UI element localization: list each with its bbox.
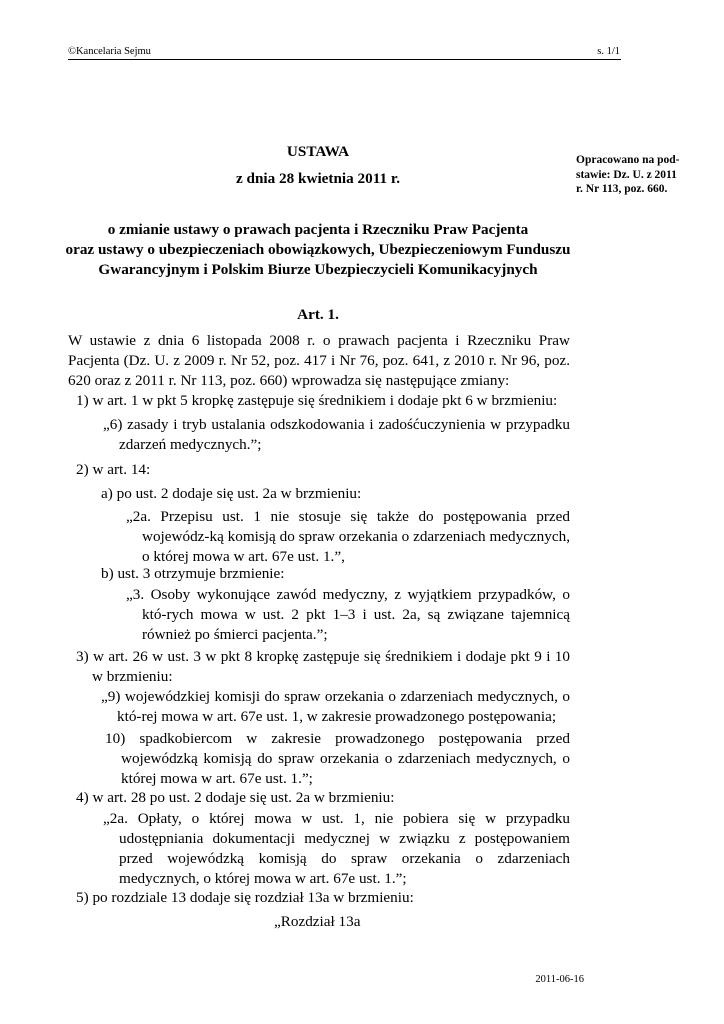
footer-date: 2011-06-16	[535, 974, 584, 985]
act-subject-line: oraz ustawy o ubezpieczeniach obowiązkowych, Ubezpieczeniowym Funduszu	[65, 241, 571, 258]
article-heading: Art. 1.	[297, 306, 339, 323]
point-4: 4) w art. 28 po ust. 2 dodaje się ust. 2a w brzmieniu:	[76, 789, 395, 806]
point-2a-quote: „2a. Przepisu ust. 1 nie stosuje się także do postępowania przed wojewódz-ką komisją do spraw orzekania o zdarzeniach medycznych, o której mowa w art. 67e ust. 1.”,	[126, 508, 570, 565]
source-note	[576, 153, 696, 197]
source-note-line: Opracowano na pod-	[576, 154, 680, 166]
source-note-line: r. Nr 113, poz. 660.	[576, 183, 668, 195]
point-4-quote: „2a. Opłaty, o której mowa w ust. 1, nie pobiera się w przypadku udostępniania dokumentacji medycznej w związku z postępowaniem przed wojewódzką komisją do spraw orzekania o zdarzeniach medycznych, o której mowa w art. 67e ust. 1.”;	[103, 810, 570, 887]
header-page-number: s. 1/1	[597, 46, 620, 57]
source-note-line: stawie: Dz. U. z 2011	[576, 168, 677, 181]
act-subject-line: o zmianie ustawy o prawach pacjenta i Rzeczniku Praw Pacjenta	[107, 221, 529, 238]
header-source: ©Kancelaria Sejmu	[68, 46, 151, 57]
header-rule	[68, 59, 621, 60]
point-3: 3) w art. 26 w ust. 3 w pkt 8 kropkę zastępuje się średnikiem i dodaje pkt 9 i 10 w brzmieniu:	[76, 648, 570, 685]
point-3-quote-10: 10) spadkobiercom w zakresie prowadzonego postępowania przed wojewódzką komisją do spraw orzekania o zdarzeniach medycznych, o której mowa w art. 67e ust. 1.”;	[105, 730, 570, 787]
act-date: z dnia 28 kwietnia 2011 r.	[236, 170, 400, 187]
point-5: 5) po rozdziale 13 dodaje się rozdział 13a w brzmieniu:	[76, 889, 414, 906]
point-1: 1) w art. 1 w pkt 5 kropkę zastępuje się średnikiem i dodaje pkt 6 w brzmieniu:	[76, 392, 558, 409]
act-subject	[38, 220, 598, 280]
article-intro: W ustawie z dnia 6 listopada 2008 r. o prawach pacjenta i Rzeczniku Praw Pacjenta (Dz. U. z 2009 r. Nr 52, poz. 417 i Nr 76, poz. 641, z 2010 r. Nr 96, poz. 620 oraz z 2011 r. Nr 113, poz. 660) wprowadza się następujące zmiany:	[68, 332, 570, 389]
point-2b-quote: „3. Osoby wykonujące zawód medyczny, z wyjątkiem przypadków, o któ-rych mowa w ust. 2 pkt 1–3 i ust. 2a, są związane tajemnicą również po śmierci pacjenta.”;	[126, 586, 570, 643]
act-type-title: USTAWA	[286, 143, 350, 160]
point-2b: b) ust. 3 otrzymuje brzmienie:	[101, 565, 285, 582]
point-2a: a) po ust. 2 dodaje się ust. 2a w brzmieniu:	[101, 485, 362, 502]
point-1-quote: „6) zasady i tryb ustalania odszkodowania i zadośćuczynienia w przypadku zdarzeń medycznych.”;	[103, 416, 570, 453]
point-5-quote: „Rozdział 13a	[274, 913, 361, 930]
point-2: 2) w art. 14:	[76, 461, 151, 478]
act-subject-line: Gwarancyjnym i Polskim Biurze Ubezpieczycieli Komunikacyjnych	[98, 261, 538, 278]
point-3-quote-9: „9) wojewódzkiej komisji do spraw orzekania o zdarzeniach medycznych, o któ-rej mowa w art. 67e ust. 1, w zakresie prowadzonego postępowania;	[101, 688, 570, 725]
